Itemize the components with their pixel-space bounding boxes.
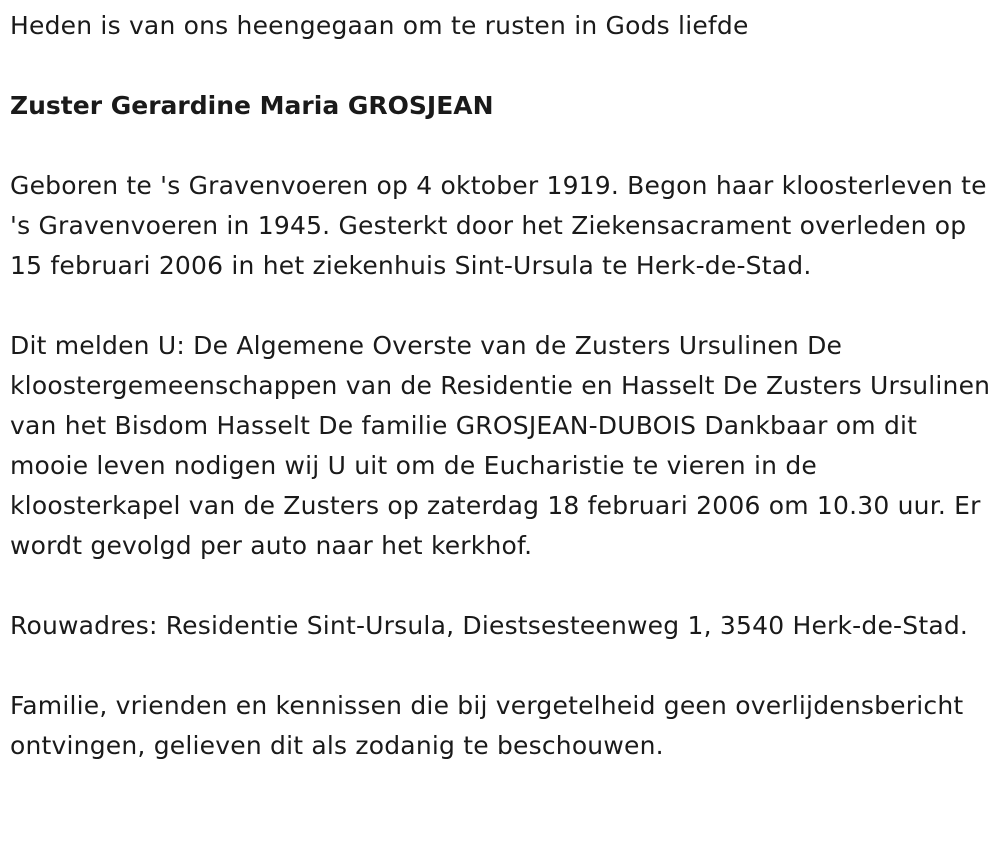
mourning-address: Rouwadres: Residentie Sint-Ursula, Diestsesteenweg 1, 3540 Herk-de-Stad.	[10, 611, 969, 640]
deceased-name: Zuster Gerardine Maria GROSJEAN	[10, 91, 494, 120]
closing-text: Familie, vrienden en kennissen die bij vergetelheid geen overlijdensbericht ontvingen, gelieven dit als zodanig te beschouwen.	[10, 691, 964, 760]
intro-text: Heden is van ons heengegaan om te rusten in Gods liefde	[10, 11, 749, 40]
biography-text: Geboren te 's Gravenvoeren op 4 oktober 1919. Begon haar kloosterleven te 's Gravenvoeren in 1945. Gesterkt door het Ziekensacrament overleden op 15 februari 2006 in het ziekenhuis Sint-Ursula te Herk-de-Stad.	[10, 171, 987, 280]
notice-text: Dit melden U: De Algemene Overste van de Zusters Ursulinen De kloostergemeenschappen van de Residentie en Hasselt De Zusters Ursulinen van het Bisdom Hasselt De familie GROSJEAN-DUBOIS Dankbaar om dit mooie leven nodigen wij U uit om de Eucharistie te vieren in de kloosterkapel van de Zusters op zaterdag 18 februari 2006 om 10.30 uur. Er wordt gevolgd per auto naar het kerkhof.	[10, 331, 991, 560]
death-notice	[10, 6, 995, 766]
